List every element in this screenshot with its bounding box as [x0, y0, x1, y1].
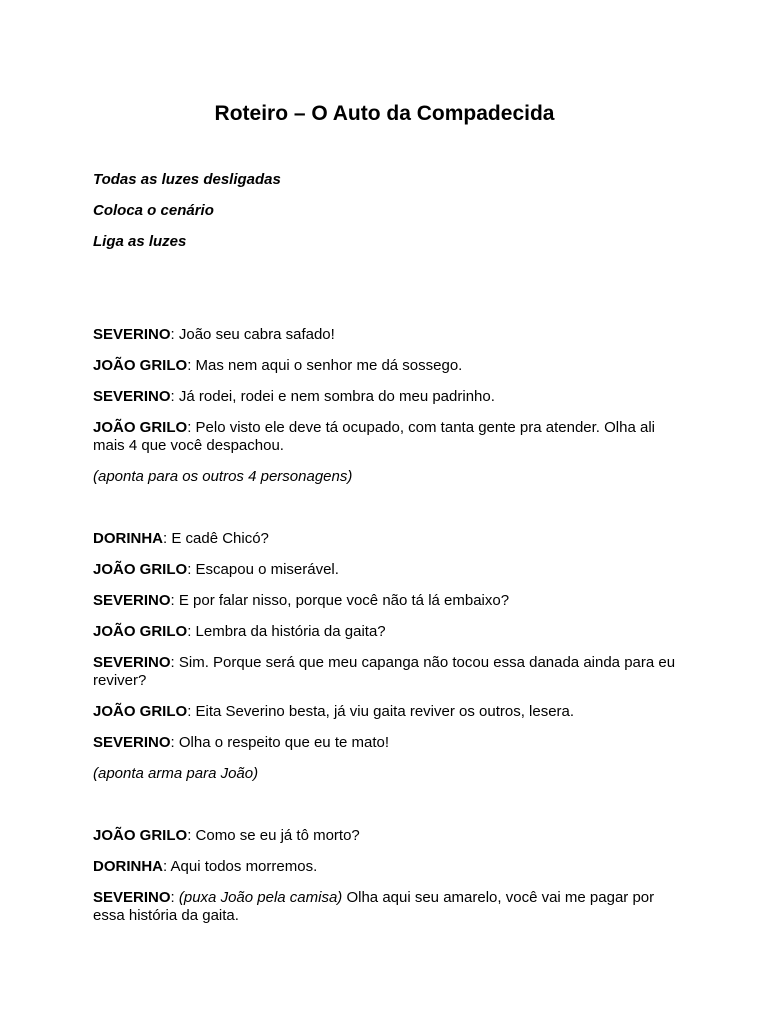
section-gap [93, 796, 676, 827]
speaker-name: SEVERINO [93, 326, 171, 343]
dialogue-line [93, 530, 676, 548]
speaker-name: JOÃO GRILO [93, 561, 188, 578]
dialogue-text: Mas nem aqui o senhor me dá sossego. [195, 357, 463, 374]
dialogue-line [93, 326, 676, 344]
dialogue-line [93, 623, 676, 641]
direction-line: Liga as luzes [93, 233, 187, 250]
dialogue-text: Pelo visto ele deve tá ocupado, com tanta gente pra atender. Olha ali mais 4 que você despachou. [93, 419, 656, 454]
dialogue-text: Olha aqui seu amarelo, você vai me pagar por essa história da gaita. [93, 889, 655, 924]
dialogue-line [93, 561, 676, 579]
speaker-name: JOÃO GRILO [93, 419, 188, 436]
dialogue-text: Sim. Porque será que meu capanga não tocou essa danada ainda para eu reviver? [93, 654, 676, 689]
speaker-name: JOÃO GRILO [93, 357, 188, 374]
direction-line: Todas as luzes desligadas [93, 171, 281, 188]
direction-line: Coloca o cenário [93, 202, 214, 219]
dialogue-line [93, 592, 676, 610]
speaker-separator: : [187, 623, 196, 640]
speaker-name: SEVERINO [93, 592, 171, 609]
speaker-name: JOÃO GRILO [93, 623, 188, 640]
document-title: Roteiro – O Auto da Compadecida [214, 102, 555, 125]
speaker-separator: : [170, 889, 179, 906]
speaker-name: SEVERINO [93, 654, 171, 671]
speaker-separator: : [170, 654, 179, 671]
speaker-separator: : [187, 419, 196, 436]
dialogue-text: Olha o respeito que eu te mato! [178, 734, 390, 751]
stage-direction: (aponta para os outros 4 personagens) [93, 468, 353, 485]
dialogue-text: João seu cabra safado! [178, 326, 335, 343]
dialogue-line [93, 889, 676, 925]
speaker-name: JOÃO GRILO [93, 703, 188, 720]
stage-direction: (aponta arma para João) [93, 765, 259, 782]
speaker-separator: : [170, 326, 179, 343]
section-gap [93, 499, 676, 530]
speaker-separator: : [163, 530, 172, 547]
speaker-separator: : [187, 827, 196, 844]
dialogue-text: Aqui todos morremos. [170, 858, 318, 875]
speaker-separator: : [163, 858, 171, 875]
dialogue-line [93, 734, 676, 752]
dialogue-text: Já rodei, rodei e nem sombra do meu padrinho. [178, 388, 495, 405]
dialogue-line [93, 654, 676, 690]
dialogue-text: Como se eu já tô morto? [195, 827, 360, 844]
script-body [93, 326, 676, 925]
dialogue-text: Escapou o miserável. [195, 561, 339, 578]
dialogue-text: E cadê Chicó? [171, 530, 269, 547]
dialogue-text: Eita Severino besta, já viu gaita reviver os outros, lesera. [195, 703, 575, 720]
speaker-name: DORINHA [93, 530, 163, 547]
speaker-separator: : [187, 357, 196, 374]
dialogue-text: E por falar nisso, porque você não tá lá embaixo? [178, 592, 510, 609]
dialogue-line [93, 419, 676, 455]
dialogue-line [93, 827, 676, 845]
speaker-name: JOÃO GRILO [93, 827, 188, 844]
dialogue-line [93, 703, 676, 721]
stage-directions [93, 171, 676, 251]
speaker-separator: : [187, 703, 196, 720]
dialogue-line [93, 357, 676, 375]
speaker-name: DORINHA [93, 858, 163, 875]
speaker-name: SEVERINO [93, 889, 171, 906]
dialogue-line [93, 388, 676, 406]
speaker-separator: : [187, 561, 196, 578]
speaker-separator: : [170, 734, 179, 751]
dialogue-line [93, 858, 676, 876]
inline-stage-direction: (puxa João pela camisa) [178, 889, 343, 906]
dialogue-text: Lembra da história da gaita? [195, 623, 386, 640]
speaker-separator: : [170, 388, 179, 405]
speaker-name: SEVERINO [93, 388, 171, 405]
speaker-name: SEVERINO [93, 734, 171, 751]
speaker-separator: : [170, 592, 179, 609]
